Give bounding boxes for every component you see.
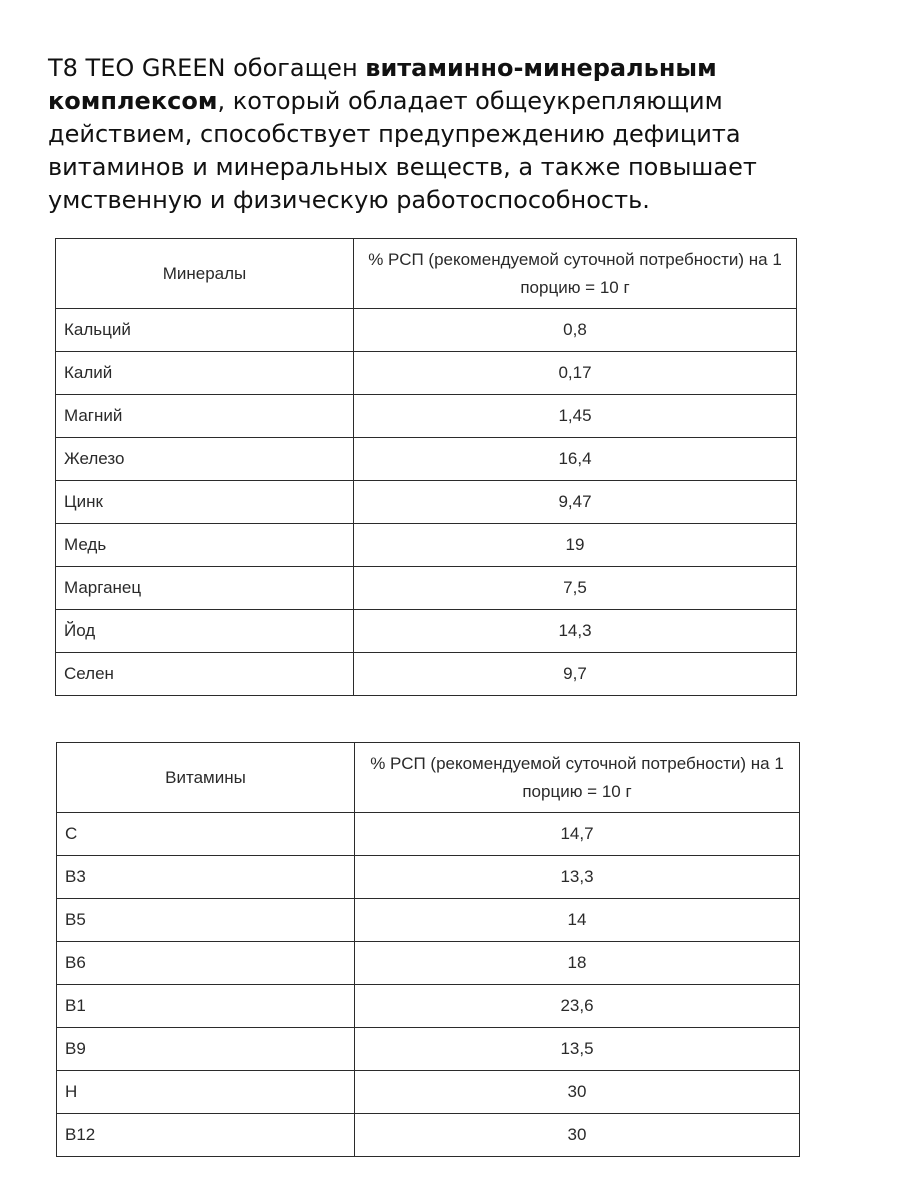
table-row xyxy=(56,438,797,481)
table-row xyxy=(57,856,800,899)
mineral-name: Марганец xyxy=(56,567,354,610)
mineral-value: 0,8 xyxy=(354,309,797,352)
mineral-name: Калий xyxy=(56,352,354,395)
mineral-name: Йод xyxy=(56,610,354,653)
intro-text-start: T8 TEO GREEN обогащен xyxy=(48,54,366,82)
mineral-name: Магний xyxy=(56,395,354,438)
vitamin-name: С xyxy=(57,813,355,856)
vitamins-table xyxy=(56,742,800,1157)
table-row xyxy=(57,985,800,1028)
table-row xyxy=(56,395,797,438)
vitamin-value: 30 xyxy=(355,1114,800,1157)
vitamin-name: Н xyxy=(57,1071,355,1114)
vitamin-name: В1 xyxy=(57,985,355,1028)
vitamin-value: 30 xyxy=(355,1071,800,1114)
table-row xyxy=(56,309,797,352)
table-row xyxy=(56,481,797,524)
mineral-name: Медь xyxy=(56,524,354,567)
minerals-table xyxy=(55,238,797,696)
mineral-name: Кальций xyxy=(56,309,354,352)
table-row xyxy=(56,352,797,395)
vitamin-value: 18 xyxy=(355,942,800,985)
intro-text-bold: витаминно-минеральным комплексом xyxy=(48,54,717,115)
mineral-value: 9,47 xyxy=(354,481,797,524)
table-row xyxy=(57,1028,800,1071)
vitamin-name: В9 xyxy=(57,1028,355,1071)
mineral-value: 19 xyxy=(354,524,797,567)
table-row xyxy=(56,653,797,696)
intro-paragraph xyxy=(48,52,868,217)
vitamin-value: 14 xyxy=(355,899,800,942)
table-row xyxy=(56,567,797,610)
vitamin-value: 13,5 xyxy=(355,1028,800,1071)
table-row xyxy=(56,524,797,567)
vitamin-name: В3 xyxy=(57,856,355,899)
vitamins-header-name: Витамины xyxy=(57,743,355,813)
table-row xyxy=(57,942,800,985)
table-row xyxy=(57,899,800,942)
minerals-header-name: Минералы xyxy=(56,239,354,309)
vitamin-name: В12 xyxy=(57,1114,355,1157)
intro-text-end: , который обладает общеукрепляющим действием, способствует предупреждению дефицита витаминов и минеральных веществ, а также повышает умственную и физическую работоспособность. xyxy=(48,87,757,214)
mineral-name: Селен xyxy=(56,653,354,696)
mineral-value: 7,5 xyxy=(354,567,797,610)
vitamin-name: В5 xyxy=(57,899,355,942)
table-row xyxy=(56,610,797,653)
table-row xyxy=(57,1071,800,1114)
vitamin-value: 23,6 xyxy=(355,985,800,1028)
mineral-value: 1,45 xyxy=(354,395,797,438)
mineral-value: 14,3 xyxy=(354,610,797,653)
minerals-header-value: % РСП (рекомендуемой суточной потребности) на 1 порцию = 10 г xyxy=(354,239,797,309)
mineral-value: 9,7 xyxy=(354,653,797,696)
mineral-value: 16,4 xyxy=(354,438,797,481)
mineral-name: Железо xyxy=(56,438,354,481)
mineral-value: 0,17 xyxy=(354,352,797,395)
table-row xyxy=(57,813,800,856)
vitamin-value: 13,3 xyxy=(355,856,800,899)
vitamin-value: 14,7 xyxy=(355,813,800,856)
minerals-header-row xyxy=(56,239,797,309)
vitamins-header-row xyxy=(57,743,800,813)
mineral-name: Цинк xyxy=(56,481,354,524)
vitamins-header-value: % РСП (рекомендуемой суточной потребности) на 1 порцию = 10 г xyxy=(355,743,800,813)
table-row xyxy=(57,1114,800,1157)
vitamin-name: В6 xyxy=(57,942,355,985)
